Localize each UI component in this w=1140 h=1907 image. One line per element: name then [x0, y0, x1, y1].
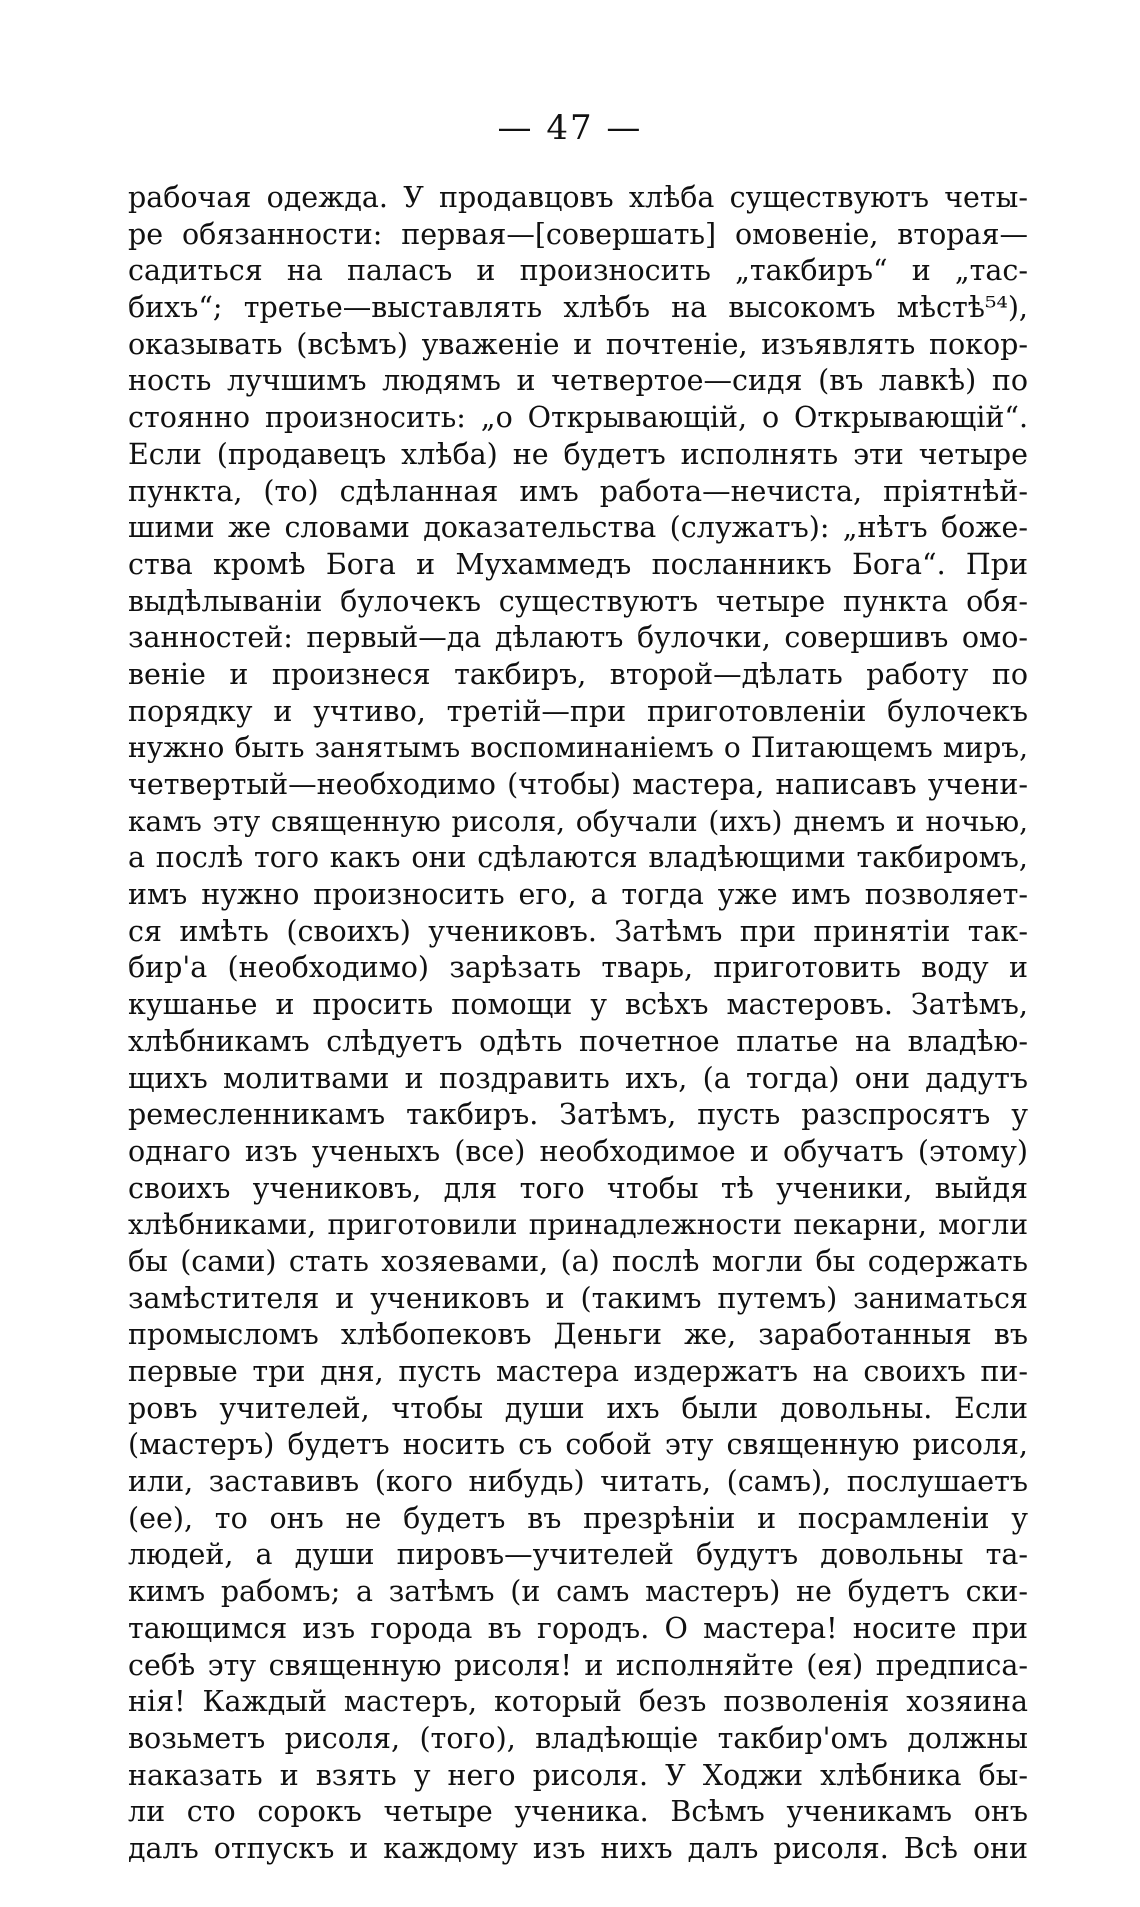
text-line: занностей: первый—да дѣлаютъ булочки, совершивъ омо-: [128, 621, 1028, 655]
text-line: хлѣбниками, приготовили принадлежности пекарни, могли: [128, 1208, 1028, 1242]
text-line: кушанье и просить помощи у всѣхъ мастеровъ. Затѣмъ,: [128, 988, 1028, 1022]
text-line: ся имѣть (своихъ) учениковъ. Затѣмъ при принятіи так-: [128, 914, 1028, 948]
text-line: веніе и произнеся такбиръ, второй—дѣлать работу по: [128, 657, 1028, 691]
text-line: а послѣ того какъ они сдѣлаются владѣющими такбиромъ,: [128, 841, 1028, 875]
text-line: хлѣбникамъ слѣдуетъ одѣть почетное платье на владѣю-: [128, 1024, 1028, 1058]
text-line: кимъ рабомъ; а затѣмъ (и самъ мастеръ) не будетъ ски-: [128, 1575, 1028, 1609]
text-line: порядку и учтиво, третій—при приготовленіи булочекъ: [128, 694, 1028, 728]
text-line: камъ эту священную рисоля, обучали (ихъ) днемъ и ночью,: [128, 804, 1028, 838]
text-line: четвертый—необходимо (чтобы) мастера, написавъ учени-: [128, 768, 1028, 801]
text-line: тающимся изъ города въ городъ. О мастера! носите при: [128, 1611, 1028, 1645]
text-line: промысломъ хлѣбопековъ Деньги же, заработанныя въ: [128, 1318, 1028, 1352]
text-line: ремесленникамъ такбиръ. Затѣмъ, пусть разспросятъ у: [128, 1098, 1028, 1132]
text-line: первые три дня, пусть мастера издержатъ на своихъ пи-: [128, 1355, 1028, 1388]
text-line: бихъ“; третье—выставлять хлѣбъ на высокомъ мѣстѣ⁵⁴),: [128, 291, 1028, 325]
text-line: имъ нужно произносить его, а тогда уже имъ позволяет-: [128, 878, 1028, 912]
text-line: своихъ учениковъ, для того чтобы тѣ ученики, выйдя: [128, 1171, 1028, 1205]
text-line: однаго изъ ученыхъ (все) необходимое и обучатъ (этому): [128, 1134, 1028, 1168]
text-line: людей, а души пировъ—учителей будутъ довольны та-: [128, 1538, 1028, 1572]
text-line: бир'а (необходимо) зарѣзать тварь, приготовить воду и: [128, 951, 1028, 985]
text-line: ность лучшимъ людямъ и четвертое—сидя (въ лавкѣ) по: [128, 364, 1028, 398]
text-line: Если (продавецъ хлѣба) не будетъ исполнять эти четыре: [128, 437, 1028, 471]
text-line: оказывать (всѣмъ) уваженіе и почтеніе, изъявлять покор-: [128, 327, 1028, 361]
text-line: ли сто сорокъ четыре ученика. Всѣмъ ученикамъ онъ: [128, 1795, 1028, 1829]
text-line: стоянно произносить: „о Открывающій, о Открывающій“.: [128, 401, 1028, 435]
text-line: возьметъ рисоля, (того), владѣющіе такбир'омъ должны: [128, 1721, 1028, 1755]
text-line: пункта, (то) сдѣланная имъ работа—нечиста, пріятнѣй-: [128, 474, 1028, 508]
text-line: далъ отпускъ и каждому изъ нихъ далъ рисоля. Всѣ они: [128, 1831, 1028, 1865]
text-line: (ее), то онъ не будетъ въ презрѣніи и посрамленіи у: [128, 1501, 1028, 1535]
text-line: щихъ молитвами и поздравить ихъ, (а тогда) они дадутъ: [128, 1061, 1028, 1095]
text-line: садиться на паласъ и произносить „такбиръ“ и „тас-: [128, 254, 1028, 288]
text-line: или, заставивъ (кого нибудь) читать, (самъ), послушаетъ: [128, 1465, 1028, 1499]
text-line: наказать и взять у него рисоля. У Ходжи хлѣбника бы-: [128, 1758, 1028, 1792]
text-line: ре обязанности: первая—[совершать] омовеніе, вторая—: [128, 217, 1028, 251]
text-line: замѣстителя и учениковъ и (такимъ путемъ) заниматься: [128, 1281, 1028, 1315]
text-line: (мастеръ) будетъ носить съ собой эту священную рисоля,: [128, 1428, 1028, 1462]
text-line: ровъ учителей, чтобы души ихъ были довольны. Если: [128, 1391, 1028, 1425]
text-line: выдѣлываніи булочекъ существуютъ четыре пункта обя-: [128, 584, 1028, 618]
text-line: нужно быть занятымъ воспоминаніемъ о Питающемъ миръ,: [128, 731, 1028, 765]
text-line: нія! Каждый мастеръ, который безъ позволенія хозяина: [128, 1685, 1028, 1719]
page-number: — 47 —: [497, 108, 643, 148]
text-line: рабочая одежда. У продавцовъ хлѣба существуютъ четы-: [128, 181, 1028, 214]
body-text: [128, 180, 1028, 1868]
text-line: бы (сами) стать хозяевами, (а) послѣ могли бы содержать: [128, 1244, 1028, 1278]
text-line: шими же словами доказательства (служатъ): „нѣтъ боже-: [128, 511, 1028, 545]
text-line: себѣ эту священную рисоля! и исполняйте (ея) предписа-: [128, 1648, 1028, 1682]
text-line: ства кромѣ Бога и Мухаммедъ посланникъ Бога“. При: [128, 547, 1028, 581]
